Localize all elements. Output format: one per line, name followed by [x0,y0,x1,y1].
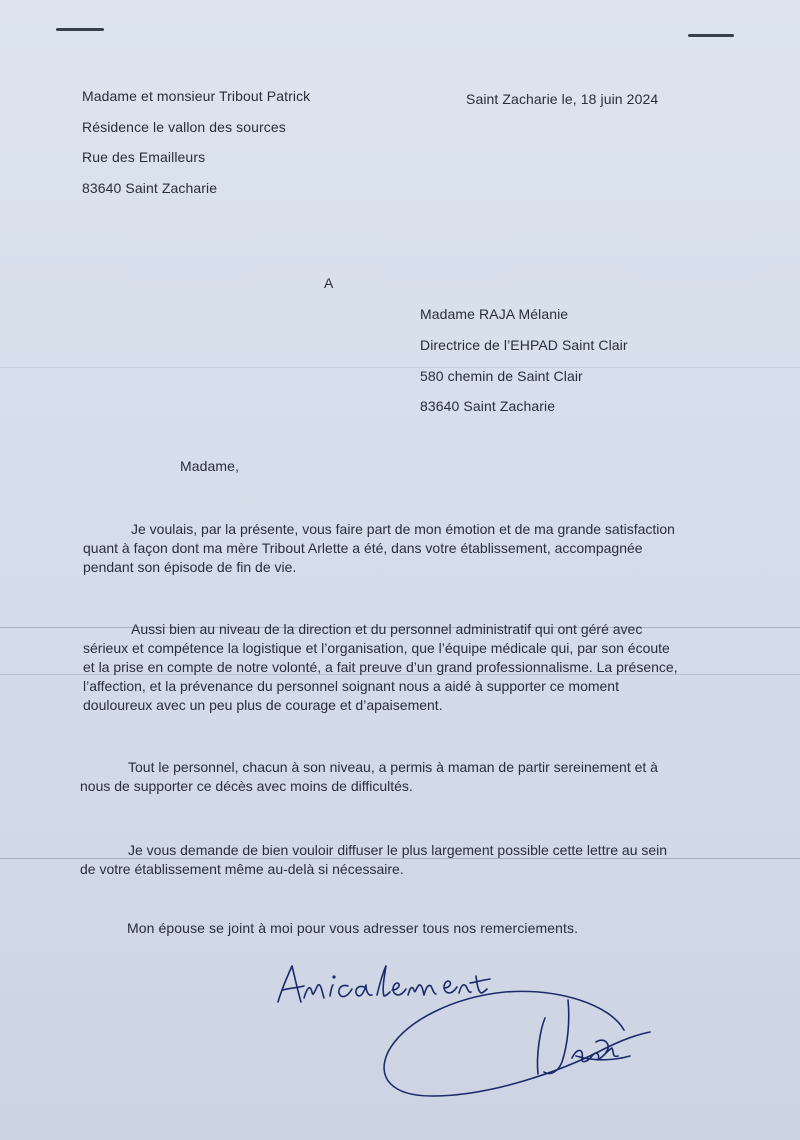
paragraph-line: de votre établissement même au-delà si nécessaire. [80,861,404,877]
closing-line: Mon épouse se joint à moi pour vous adresser tous nos remerciements. [127,920,579,936]
paragraph-line: nous de supporter ce décès avec moins de difficultés. [80,778,413,794]
paragraph-line: Je vous demande de bien vouloir diffuser le plus largement possible cette lettre au sein [128,842,668,858]
paragraph-line: quant à façon dont ma mère Tribout Arlette a été, dans votre établissement, accompagnée [83,540,643,556]
sender-city: 83640 Saint Zacharie [82,180,218,196]
paragraph-line: Je voulais, par la présente, vous faire part de mon émotion et de ma grande satisfaction [131,521,675,537]
paragraph-line: douloureux avec un peu plus de courage et d’apaisement. [83,697,443,713]
recipient-title: Directrice de l’EHPAD Saint Clair [420,337,628,353]
recipient-city: 83640 Saint Zacharie [420,398,556,414]
sender-street: Rue des Emailleurs [82,149,206,165]
sender-residence: Résidence le vallon des sources [82,119,286,135]
salutation: Madame, [180,458,240,474]
place-date: Saint Zacharie le, 18 juin 2024 [466,91,659,107]
paragraph-line: pendant son épisode de fin de vie. [83,559,297,575]
sender-name: Madame et monsieur Tribout Patrick [82,88,311,104]
paragraph-line: Aussi bien au niveau de la direction et du personnel administratif qui ont géré avec [131,621,643,637]
paragraph-line: l’affection, et la prévenance du personnel soignant nous a aidé à supporter ce moment [83,678,619,694]
recipient-name: Madame RAJA Mélanie [420,306,569,322]
paragraph-line: et la prise en compte de notre volonté, a fait preuve d’un grand professionnalisme. La présence, [83,659,678,675]
recipient-street: 580 chemin de Saint Clair [420,368,583,384]
paragraph-line: Tout le personnel, chacun à son niveau, a permis à maman de partir sereinement et à [128,759,658,775]
to-marker: A [324,275,334,291]
paragraph-line: sérieux et compétence la logistique et l’organisation, que l’équipe médicale qui, par son écoute [83,640,670,656]
